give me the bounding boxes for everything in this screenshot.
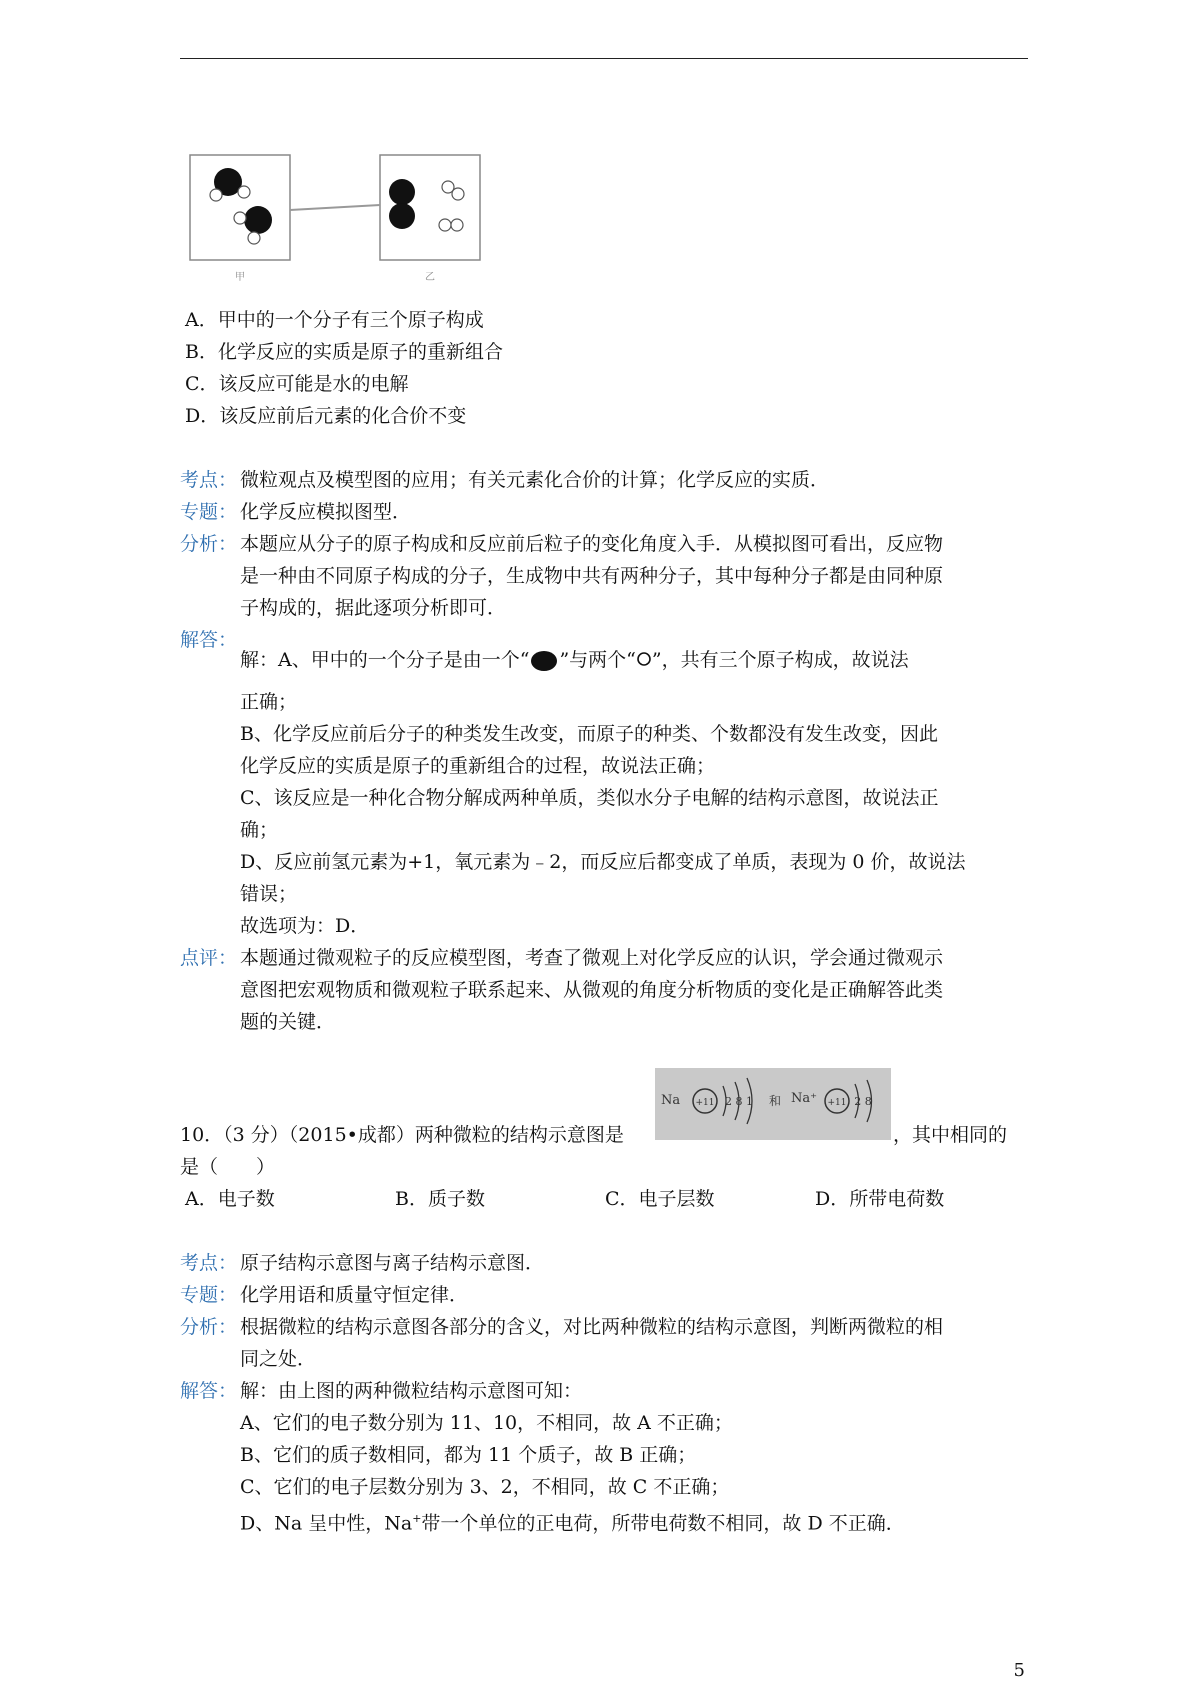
white-atom [439,219,451,231]
fig-na-label: Na [661,1093,681,1108]
label-after: 乙 [425,272,435,283]
q9-zhuanti: 化学反应模拟图型． [240,501,412,523]
white-atom [238,186,250,198]
q9-jieda-line: D、反应前氢元素为+1，氧元素为﹣2，而反应后都变成了单质，表现为 0 价，故说法 [240,851,966,873]
q10-zhuanti: 化学用语和质量守恒定律． [240,1284,469,1306]
q9-fenxi-label: 分析： [180,533,238,555]
q9-kaodian-label: 考点： [180,469,238,491]
q9-jieda-line: 错误； [240,883,298,905]
q9-dianping-label: 点评： [180,947,238,969]
q9-fenxi-line: 本题应从分子的原子构成和反应前后粒子的变化角度入手．从模拟图可看出，反应物 [240,533,944,555]
nucleus-ion-label: +11 [827,1098,847,1108]
q9-jieda-line: 正确； [240,691,298,713]
jieda-a-post: ”，共有三个原子构成，故说法 [651,649,909,671]
black-atom-icon [529,649,559,673]
q10-kaodian: 原子结构示意图与离子结构示意图． [240,1252,545,1274]
nucleus-atom-label: +11 [695,1098,715,1108]
q9-dianping-line: 意图把宏观物质和微观粒子联系起来、从微观的角度分析物质的变化是正确解答此类 [240,979,944,1001]
white-atom [452,188,464,200]
q10-jieda-d [240,1507,905,1535]
q9-dianping-line: 本题通过微观粒子的反应模型图，考查了微观上对化学反应的认识，学会通过微观示 [240,947,944,969]
q10-jieda-line: C、它们的电子层数分别为 3、2，不相同，故 C 不正确； [240,1476,730,1498]
page-number: 5 [1013,1660,1025,1681]
q9-fenxi-line: 子构成的，据此逐项分析即可． [240,597,507,619]
q9-kaodian: 微粒观点及模型图的应用；有关元素化合价的计算；化学反应的实质． [240,469,830,491]
q10-fenxi-line: 根据微粒的结构示意图各部分的含义，对比两种微粒的结构示意图，判断两微粒的相 [240,1316,944,1338]
q9-option-d: D．该反应前后元素的化合价不变 [185,405,467,427]
white-atom [210,189,222,201]
reaction-model-figure [180,150,500,285]
q10-jieda-line: A、它们的电子数分别为 11、10，不相同，故 A 不正确； [240,1412,733,1434]
q10-stem-line2: 是（ ） [180,1156,276,1178]
fig-and: 和 [768,1094,782,1108]
white-atom-icon [636,649,652,673]
q10-fenxi-label: 分析： [180,1316,238,1338]
q10-fenxi-line: 同之处． [240,1348,317,1370]
white-atom [451,219,463,231]
label-before: 甲 [235,272,245,283]
q10-zhuanti-label: 专题： [180,1284,238,1306]
black-atom [244,206,272,234]
black-atom [389,179,415,205]
q9-dianping-line: 题的关键． [240,1011,336,1033]
q9-zhuanti-label: 专题： [180,501,238,523]
q10-option-c: C．电子层数 [605,1188,715,1210]
jieda-a-pre: 解：A、甲中的一个分子是由一个“ [240,649,530,671]
jieda-d-sup: + [412,1512,422,1525]
q10-stem-post: ，其中相同的 [893,1124,1008,1146]
q10-jieda-label: 解答： [180,1380,238,1402]
white-atom [234,212,246,224]
q9-jieda-line: B、化学反应前后分子的种类发生改变，而原子的种类、个数都没有发生改变，因此 [240,723,938,745]
q10-option-a: A．电子数 [185,1188,275,1210]
q9-jieda-line: 化学反应的实质是原子的重新组合的过程，故说法正确； [240,755,716,777]
black-atom [389,203,415,229]
jieda-d-post: 带一个单位的正电荷，所带电荷数不相同，故 D 不正确． [421,1512,905,1535]
atom-structure-figure [655,1068,891,1140]
q10-option-b: B．质子数 [395,1188,485,1210]
fig-na-ion-label: Na⁺ [791,1091,817,1106]
white-atom [248,232,260,244]
q10-jieda-line: B、它们的质子数相同，都为 11 个质子，故 B 正确； [240,1444,697,1466]
q9-jieda-line: C、该反应是一种化合物分解成两种单质，类似水分子电解的结构示意图，故说法正 [240,787,939,809]
q9-jieda-a [240,648,909,673]
fig-shells-ion: 2 8 [854,1095,872,1108]
q10-kaodian-label: 考点： [180,1252,238,1274]
q10-stem: 10．（3 分）（2015•成都）两种微粒的结构示意图是 [180,1124,624,1146]
arrow-line [290,205,380,210]
q10-option-d: D．所带电荷数 [815,1188,945,1210]
q10-jieda-first: 解：由上图的两种微粒结构示意图可知： [240,1380,583,1402]
before-box [190,155,290,260]
q9-option-a: A．甲中的一个分子有三个原子构成 [185,309,484,331]
jieda-d-pre: D、Na 呈中性，Na [240,1512,413,1535]
q9-option-c: C．该反应可能是水的电解 [185,373,409,395]
jieda-a-mid: ”与两个“ [559,649,636,671]
q9-fenxi-line: 是一种由不同原子构成的分子，生成物中共有两种分子，其中每种分子都是由同种原 [240,565,944,587]
q9-jieda-line: 故选项为：D． [240,915,370,937]
q9-jieda-label: 解答： [180,629,238,651]
q9-jieda-line: 确； [240,819,279,841]
header-rule [180,58,1028,59]
fig-shells-atom: 2 8 1 [725,1095,753,1108]
q9-option-b: B．化学反应的实质是原子的重新组合 [185,341,503,363]
